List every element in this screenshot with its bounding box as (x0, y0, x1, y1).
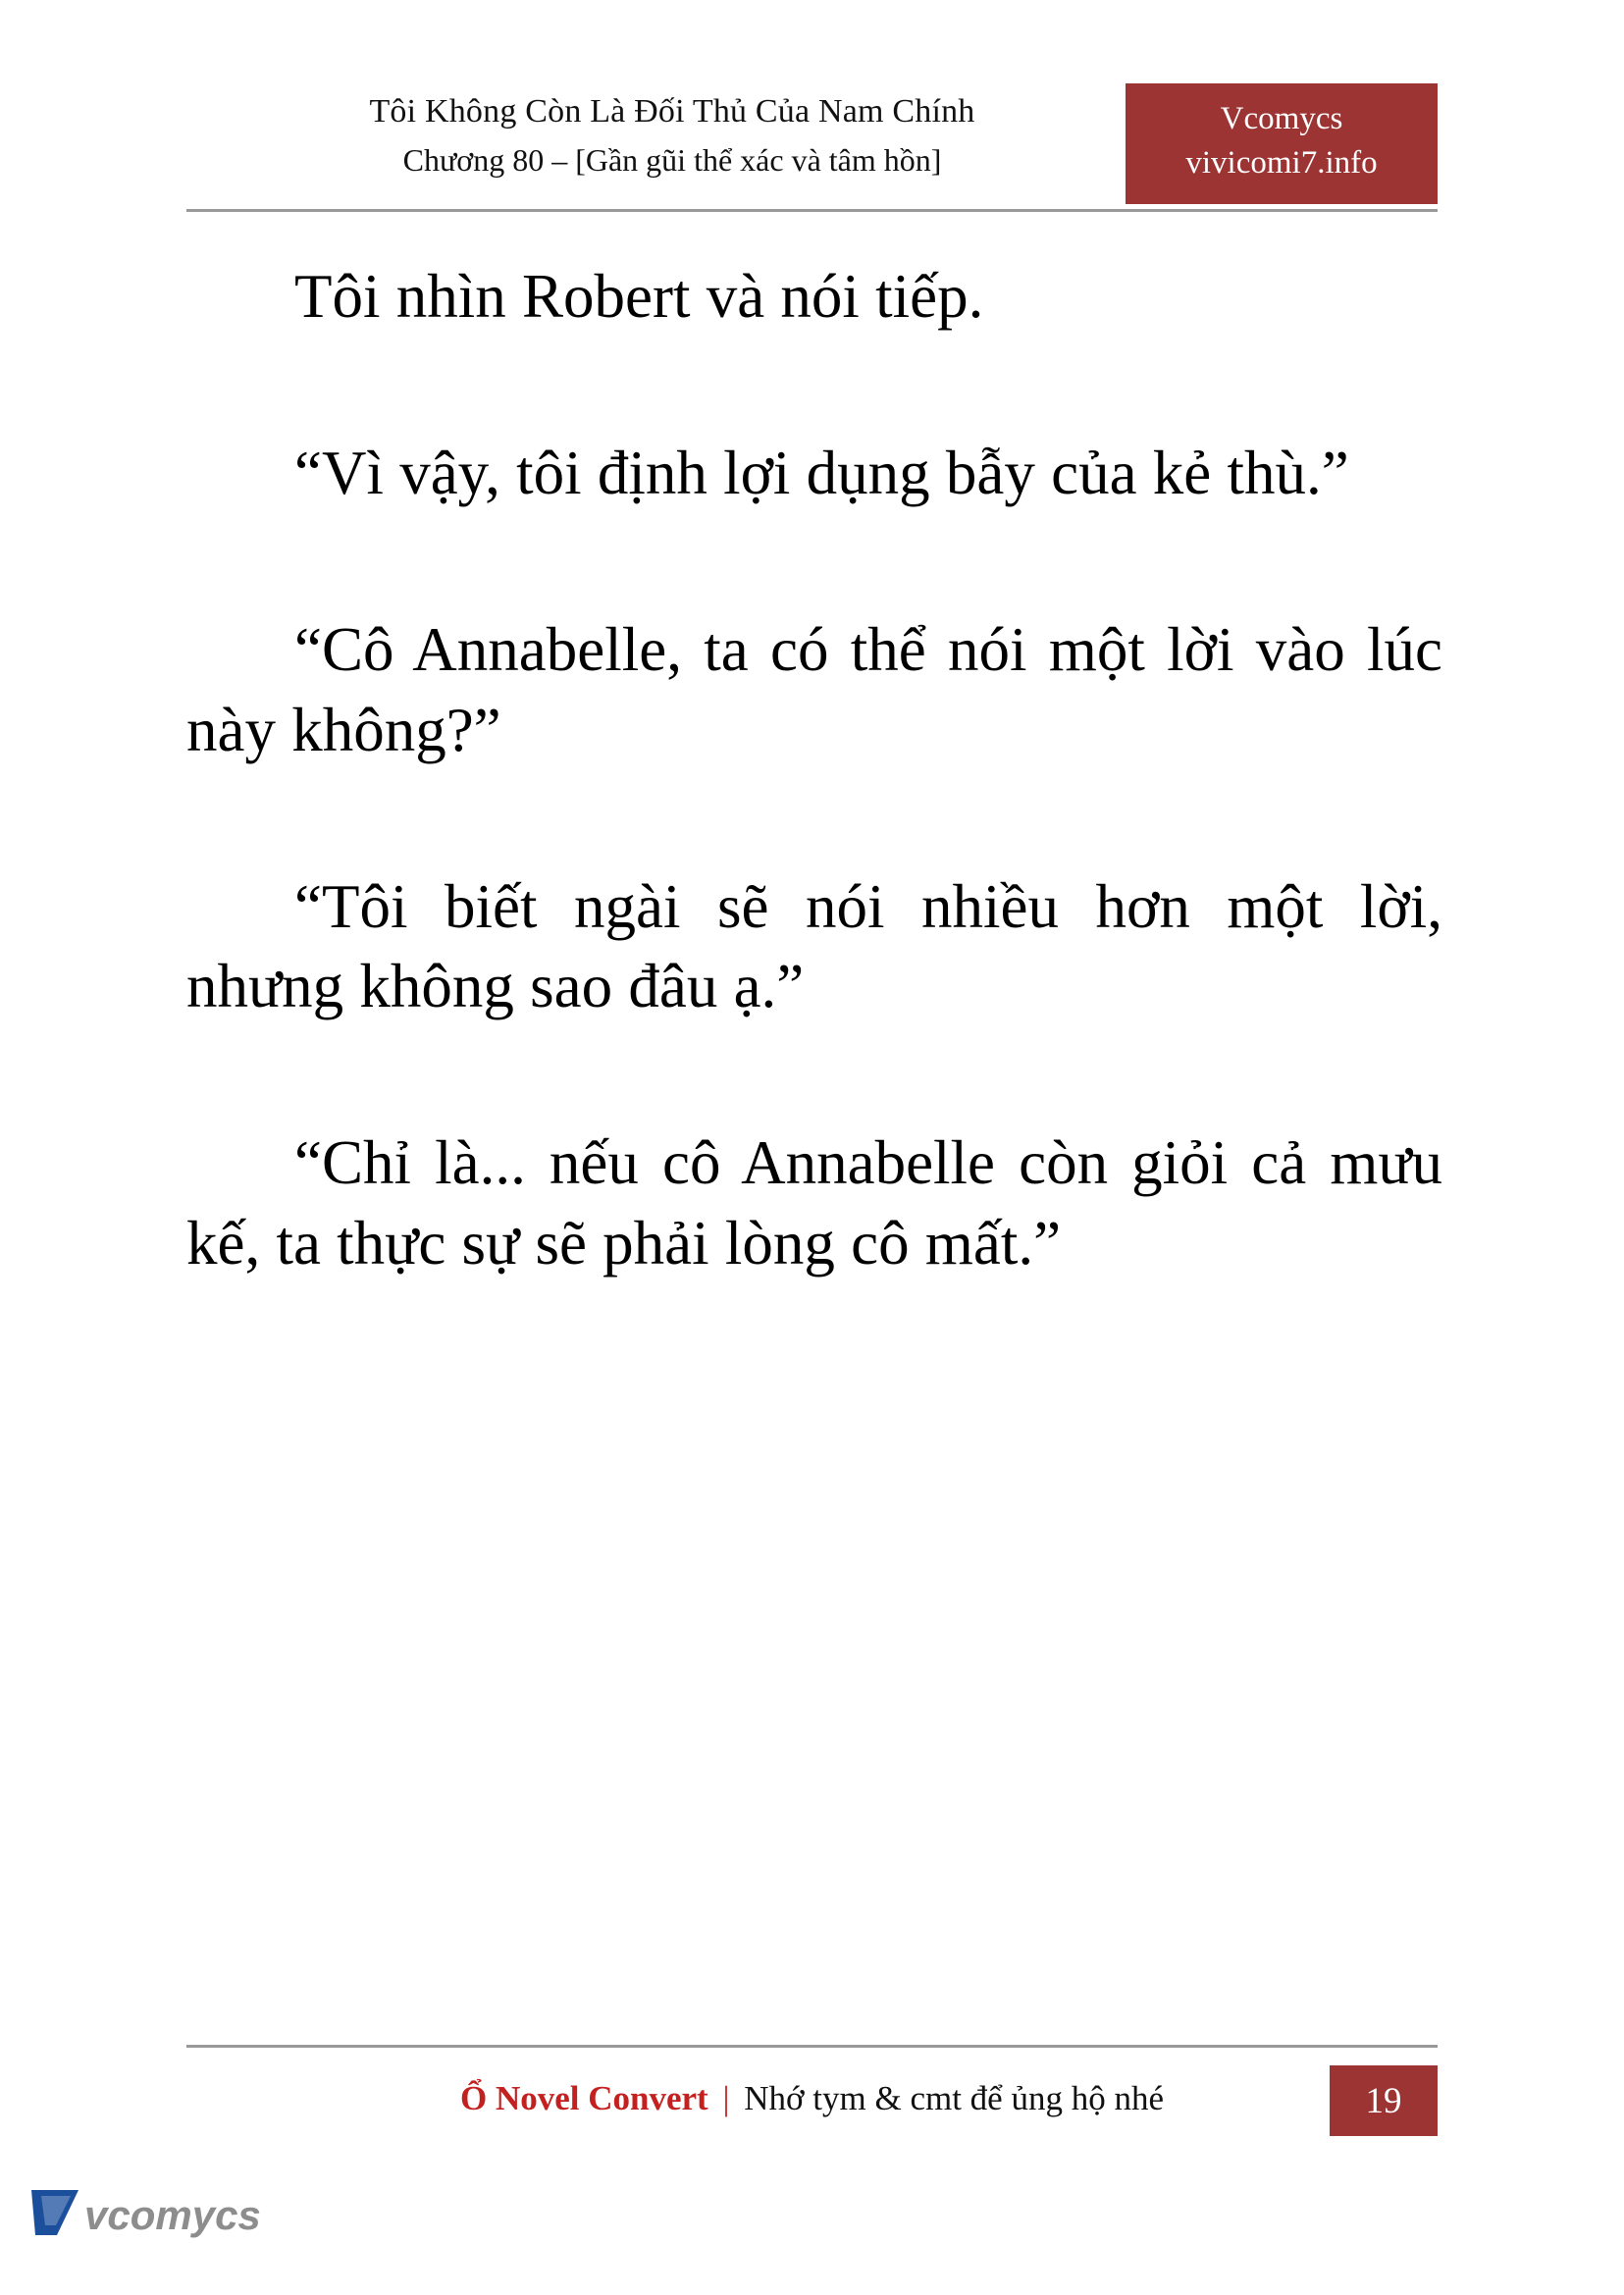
page-header (186, 86, 1438, 212)
brand-name: Vcomycs (1220, 101, 1343, 136)
header-brand-badge (1126, 83, 1438, 204)
watermark-logo (27, 2174, 273, 2259)
paragraph: Tôi nhìn Robert và nói tiếp. (294, 262, 984, 331)
footer-note: Nhớ tym & cmt để ủng hộ nhé (744, 2079, 1164, 2117)
page-number: 19 (1330, 2065, 1438, 2136)
page-footer (186, 2045, 1438, 2139)
paragraph: “Chỉ là... nếu cô Annabelle còn giỏi cả mưu kế, ta thực sự sẽ phải lòng cô mất.” (186, 1128, 1442, 1278)
page-content (186, 257, 1442, 1284)
header-title-block (186, 86, 1158, 183)
paragraph: “Cô Annabelle, ta có thể nói một lời vào lúc này không?” (186, 614, 1442, 764)
svg-text:vcomycs: vcomycs (84, 2192, 261, 2238)
footer-credit (186, 2079, 1438, 2118)
vcomycs-logo-icon (27, 2174, 273, 2259)
novel-title: Tôi Không Còn Là Đối Thủ Của Nam Chính (369, 93, 975, 130)
paragraph: “Vì vậy, tôi định lợi dụng bẫy của kẻ thù.” (294, 438, 1349, 507)
footer-brand: Ổ Novel Convert (459, 2079, 708, 2117)
chapter-title: Chương 80 – [Gần gũi thể xác và tâm hồn] (402, 142, 942, 178)
footer-inner (186, 2065, 1438, 2136)
brand-site: vivicomi7.info (1185, 144, 1378, 181)
footer-separator: | (722, 2079, 730, 2117)
paragraph: “Tôi biết ngài sẽ nói nhiều hơn một lời, nhưng không sao đâu ạ.” (186, 871, 1442, 1021)
